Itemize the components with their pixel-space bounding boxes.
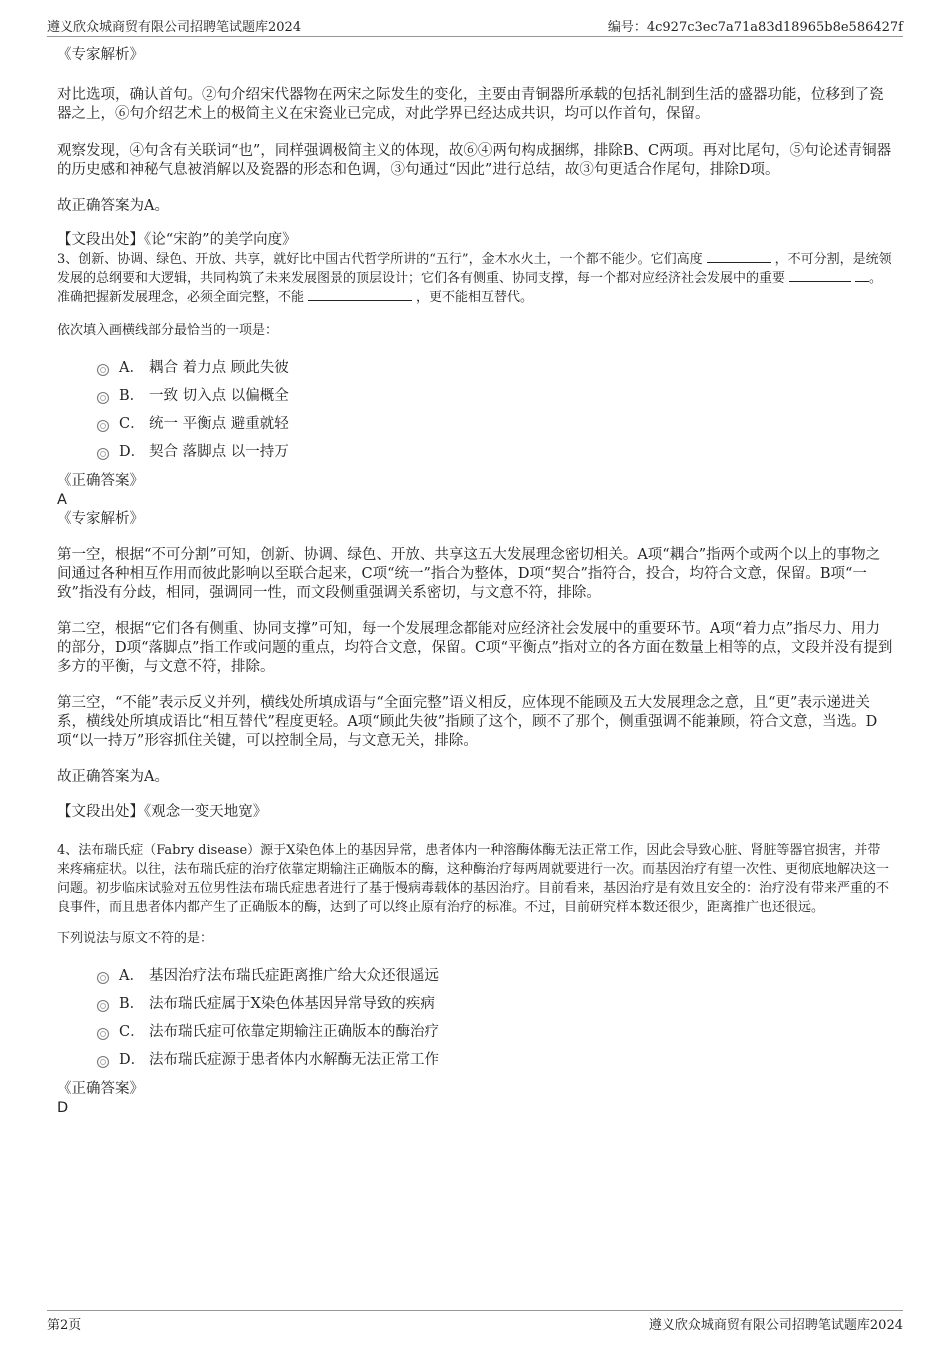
option-d[interactable]: D． 法布瑞氏症源于患者体内水解酶无法正常工作 [97, 1046, 893, 1074]
option-b[interactable]: B． 一致 切入点 以偏概全 [97, 382, 893, 410]
radio-icon[interactable] [97, 1028, 109, 1040]
source-citation: 【文段出处】《论“宋韵”的美学向度》 [57, 232, 297, 248]
answer-value: D [57, 1100, 69, 1116]
radio-icon[interactable] [97, 448, 109, 460]
source-citation: 【文段出处】《观念一变天地宽》 [57, 804, 268, 820]
analysis-paragraph: 对比选项，确认首句。②句介绍宋代器物在两宋之际发生的变化，主要由青铜器所承载的包括礼制到生活的盛器功能，位移到了瓷器之上，⑥句介绍艺术上的极简主义在宋瓷业已完成，对此学界已经达成共识，均可以作首句，保留。 [57, 87, 884, 122]
radio-icon[interactable] [97, 364, 109, 376]
page-content [57, 40, 893, 1118]
radio-icon[interactable] [97, 972, 109, 984]
header-doc-id: 编号：4c927c3ec7a71a83d18965b8e586427f [607, 20, 903, 35]
page-header [47, 14, 903, 37]
fill-blank [789, 269, 851, 282]
answer-label: 《正确答案》 [57, 473, 144, 489]
question-text: 3、创新、协调、绿色、开放、共享，就好比中国古代哲学所讲的“五行”，金木水火土，一个都不能少。它们高度 ，不可分割，是统领发展的总纲要和大逻辑，共同构筑了未来发展图景的顶层设计；它们各有侧重、协同支撑，每一个都对应经济社会发展中的重要 。准确把握新发展理念，必须全面完整，不能 ，更不能相互替代。 [57, 252, 892, 305]
option-c[interactable]: C． 统一 平衡点 避重就轻 [97, 410, 893, 438]
analysis-label: 《专家解析》 [57, 511, 144, 527]
answer-value: A [57, 492, 67, 508]
analysis-paragraph: 第一空，根据“不可分割”可知，创新、协调、绿色、开放、共享这五大发展理念密切相关。A项“耦合”指两个或两个以上的事物之间通过各种相互作用而彼此影响以至联合起来，C项“统一”指合为整体，D项“契合”指符合，投合，均符合文意，保留。B项“一致”指没有分歧，相同，强调同一性，而文段侧重强调关系密切，与文意不符，排除。 [57, 547, 881, 601]
page-number: 第2页 [47, 1318, 82, 1333]
answer-label: 《正确答案》 [57, 1081, 144, 1097]
radio-icon[interactable] [97, 1056, 109, 1068]
option-a[interactable]: A． 耦合 着力点 顾此失彼 [97, 354, 893, 382]
page-footer [47, 1310, 903, 1333]
radio-icon[interactable] [97, 392, 109, 404]
fill-blank [707, 250, 771, 263]
header-title: 遵义欣众城商贸有限公司招聘笔试题库2024 [47, 20, 302, 35]
radio-icon[interactable] [97, 1000, 109, 1012]
question-text: 4、法布瑞氏症（Fabry disease）源于X染色体上的基因异常，患者体内一种溶酶体酶无法正常工作，因此会导致心脏、肾脏等器官损害，并带来疼痛症状。以往，法布瑞氏症的治疗依靠定期输注正确版本的酶，这种酶治疗每两周就要进行一次。而基因治疗有望一次性、更彻底地解决这一问题。初步临床试验对五位男性法布瑞氏症患者进行了基于慢病毒载体的基因治疗。目前看来，基因治疗是有效且安全的：治疗没有带来严重的不良事件，而且患者体内都产生了正确版本的酶，达到了可以终止原有治疗的标准。不过，目前研究样本数还很少，距离推广也还很远。 [57, 843, 890, 915]
answer-conclusion: 故正确答案为A。 [57, 198, 169, 214]
option-a[interactable]: A． 基因治疗法布瑞氏症距离推广给大众还很遥远 [97, 962, 893, 990]
option-list [97, 354, 893, 466]
radio-icon[interactable] [97, 420, 109, 432]
analysis-paragraph: 观察发现，④句含有关联词“也”，同样强调极简主义的体现，故⑥④两句构成捆绑，排除B、C两项。再对比尾句，⑤句论述青铜器的历史感和神秘气息被消解以及瓷器的形态和色调，③句通过“因此”进行总结，故③句更适合作尾句，排除D项。 [57, 143, 892, 178]
option-list [97, 962, 893, 1074]
option-c[interactable]: C． 法布瑞氏症可依靠定期输注正确版本的酶治疗 [97, 1018, 893, 1046]
analysis-paragraph: 第二空，根据“它们各有侧重、协同支撑”可知，每一个发展理念都能对应经济社会发展中的重要环节。A项“着力点”指尽力、用力的部分，D项“落脚点”指工作或问题的重点，均符合文意，保留。C项“平衡点”指对立的各方面在数量上相等的点，文段并没有提到多方的平衡，与文意不符，排除。 [57, 621, 893, 675]
question-prompt: 依次填入画横线部分最恰当的一项是： [57, 323, 279, 338]
option-b[interactable]: B． 法布瑞氏症属于X染色体基因异常导致的疾病 [97, 990, 893, 1018]
question-prompt: 下列说法与原文不符的是： [57, 931, 214, 946]
option-d[interactable]: D． 契合 落脚点 以一持万 [97, 438, 893, 466]
fill-blank [855, 269, 869, 282]
fill-blank [308, 288, 412, 301]
answer-conclusion: 故正确答案为A。 [57, 769, 169, 785]
analysis-label: 《专家解析》 [57, 47, 144, 63]
footer-title: 遵义欣众城商贸有限公司招聘笔试题库2024 [648, 1318, 903, 1333]
analysis-paragraph: 第三空，“不能”表示反义并列，横线处所填成语与“全面完整”语义相反，应体现不能顾及五大发展理念之意，且“更”表示递进关系，横线处所填成语比“相互替代”程度更轻。A项“顾此失彼”指顾了这个，顾不了那个，侧重强调不能兼顾，符合文意，当选。D项“以一持万”形容抓住关键，可以控制全局，与文意无关，排除。 [57, 695, 878, 749]
